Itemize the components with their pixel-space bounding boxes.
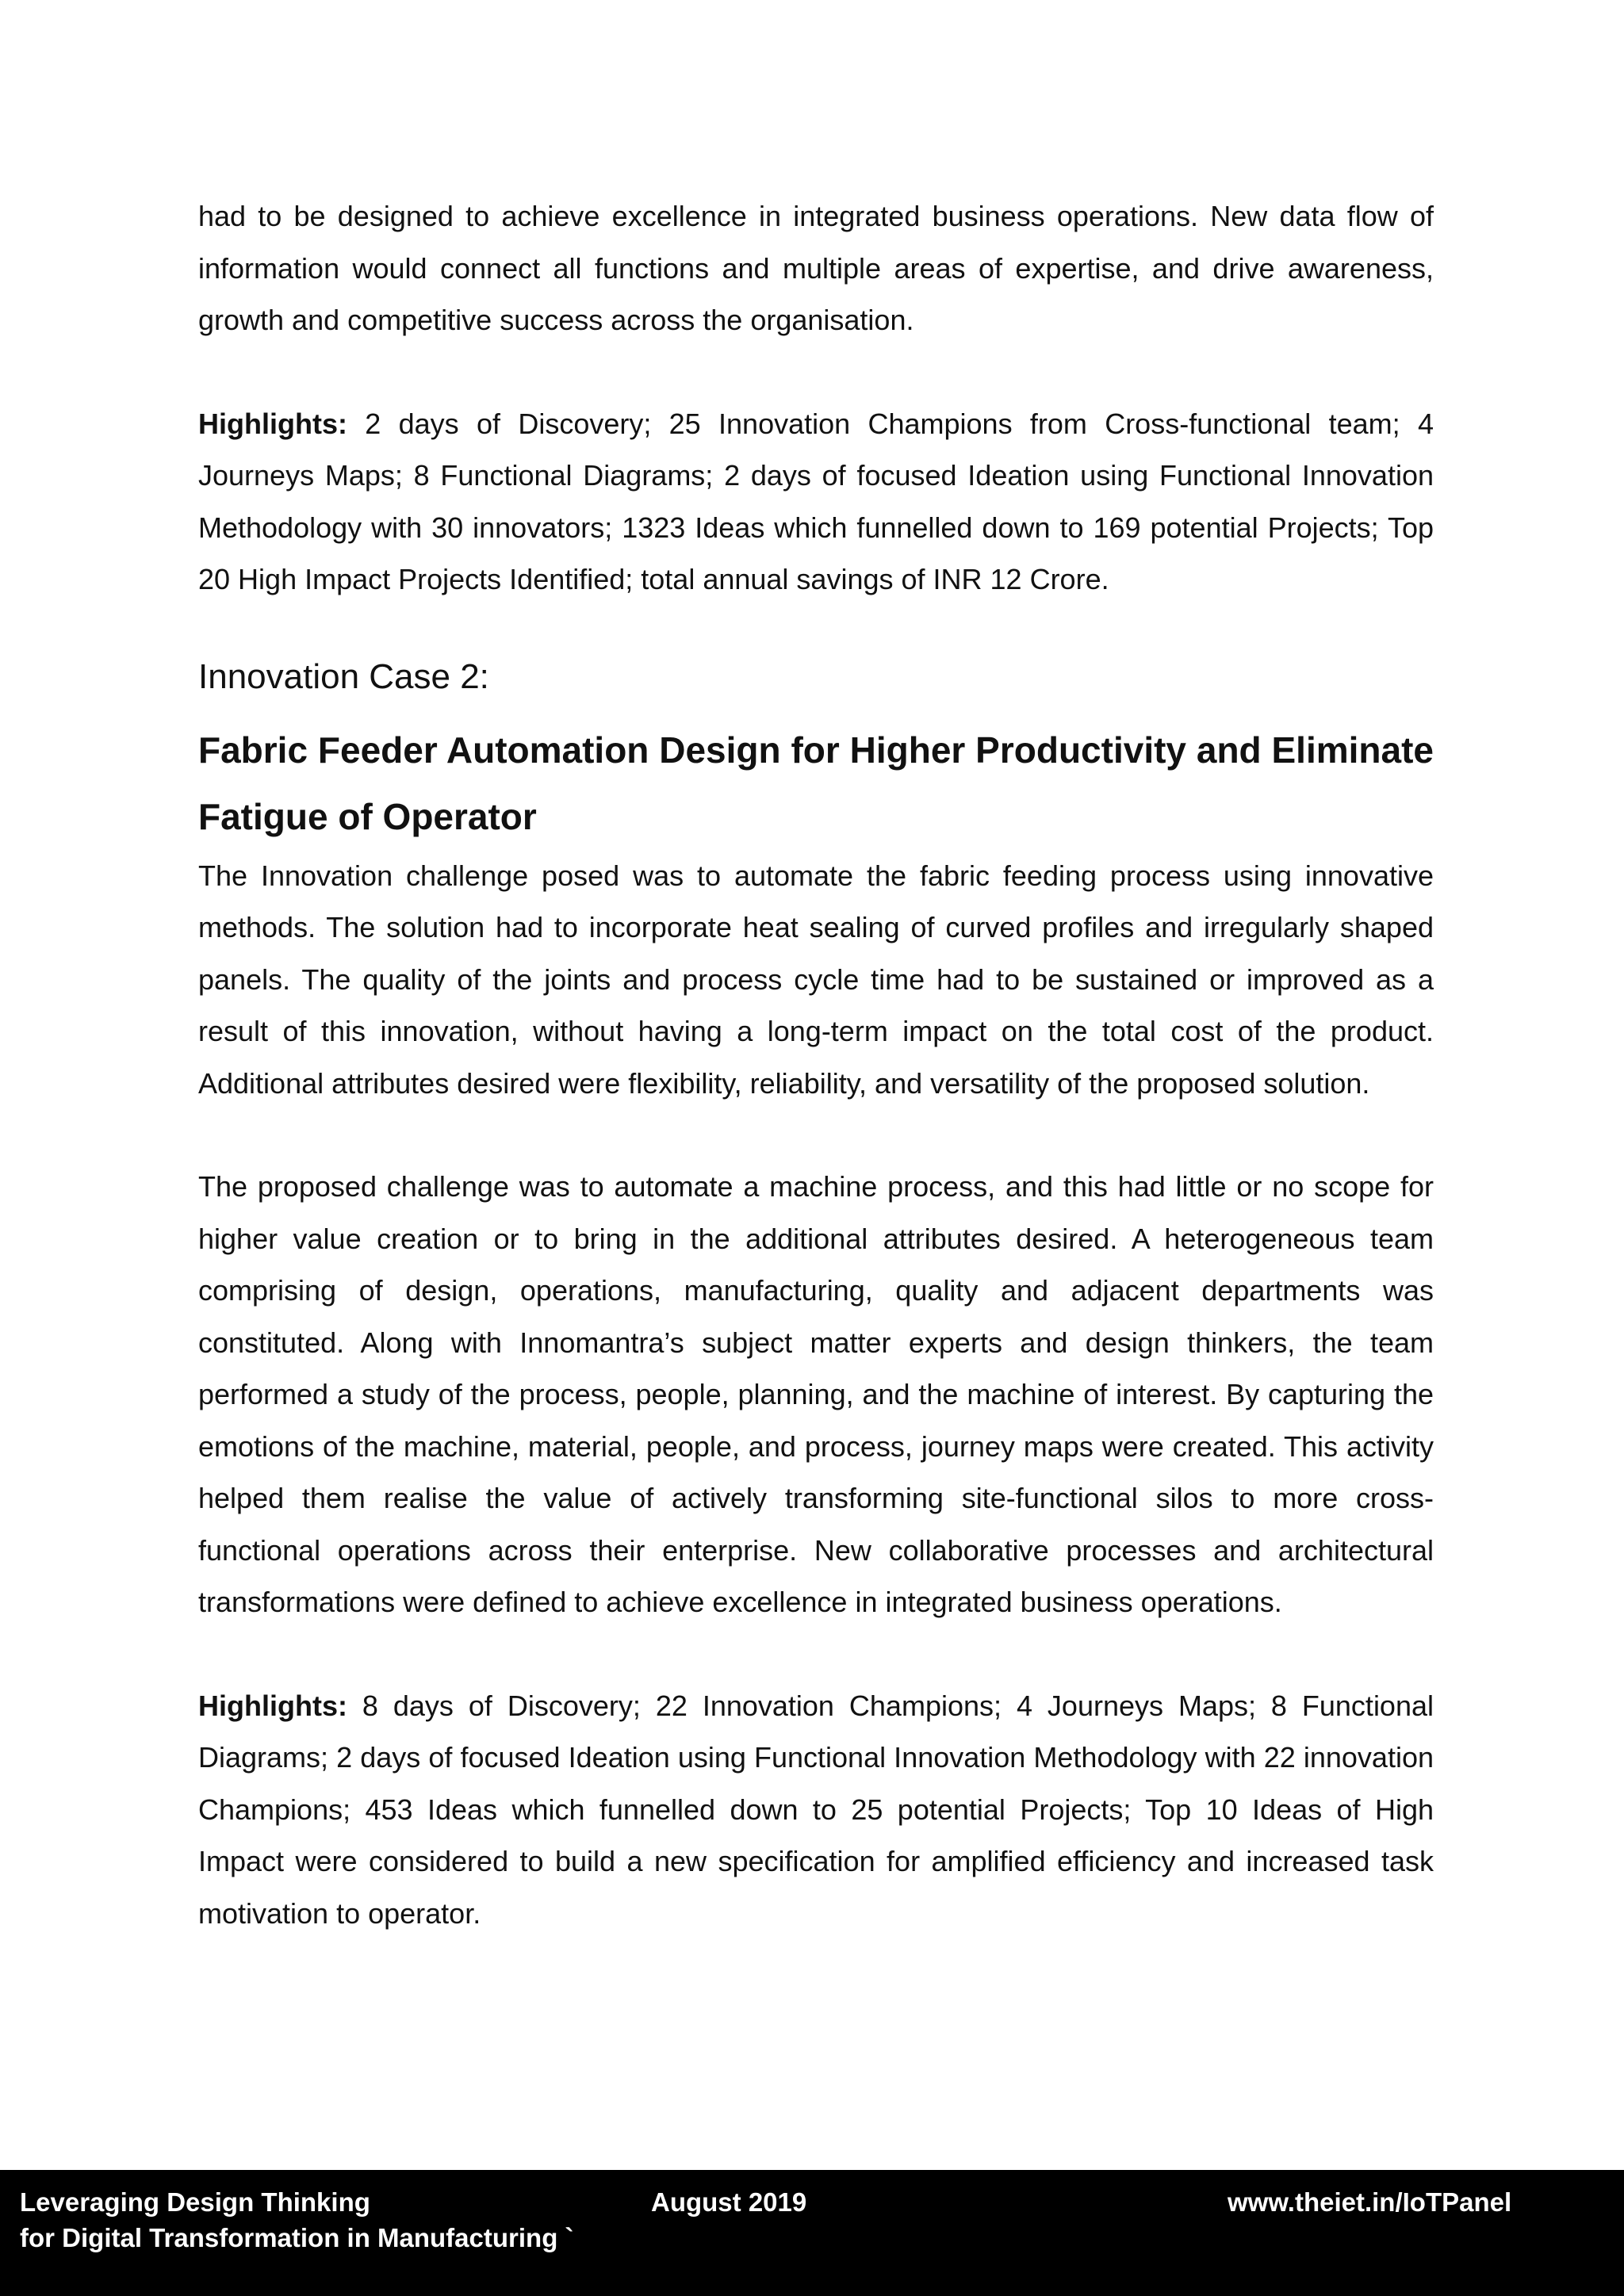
highlights-paragraph-1 xyxy=(198,398,1434,606)
footer-title-line2: for Digital Transformation in Manufacturing ` xyxy=(20,2223,574,2252)
highlights-paragraph-2 xyxy=(198,1680,1434,1940)
footer-date: August 2019 xyxy=(651,2187,807,2217)
challenge-paragraph: The Innovation challenge posed was to automate the fabric feeding process using innovative methods. The solution had to incorporate heat sealing of curved profiles and irregularly shaped panels. The quality of the joints and process cycle time had to be sustained or improved as a result of this innovation, without having a long-term impact on the total cost of the product. Additional attributes desired were flexibility, reliability, and versatility of the proposed solution. xyxy=(198,859,1434,1100)
footer-url: www.theiet.in/IoTPanel xyxy=(1228,2187,1512,2217)
page-footer xyxy=(0,2170,1624,2296)
proposed-paragraph: The proposed challenge was to automate a machine process, and this had little or no scope for higher value creation or to bring in the additional attributes desired. A heterogeneous team comprising of design, operations, manufacturing, quality and adjacent departments was constituted. Along with Innomantra’s subject matter experts and design thinkers, the team performed a study of the process, people, planning, and the machine of interest. By capturing the emotions of the machine, material, people, and process, journey maps were created. This activity helped them realise the value of actively transforming site-functional silos to more cross-functional operations across their enterprise. New collaborative processes and architectural transformations were defined to achieve excellence in integrated business operations. xyxy=(198,1170,1434,1618)
highlights-label: Highlights: xyxy=(198,1689,347,1722)
page-content xyxy=(198,190,1434,1939)
footer-title-line1: Leveraging Design Thinking xyxy=(20,2187,370,2217)
case-label: Innovation Case 2: xyxy=(198,656,489,696)
highlights-text: 2 days of Discovery; 25 Innovation Champions from Cross-functional team; 4 Journeys Maps; 8 Functional Diagrams; 2 days of focused Ideation using Functional Innovation Methodology with 30 innovators; 1323 Ideas which funnelled down to 169 potential Projects; Top 20 High Impact Projects Identified; total annual savings of INR 12 Crore. xyxy=(198,407,1434,595)
highlights-label: Highlights: xyxy=(198,407,347,440)
case-title: Fabric Feeder Automation Design for Higher Productivity and Eliminate Fatigue of Operator xyxy=(198,729,1434,837)
intro-paragraph: had to be designed to achieve excellence in integrated business operations. New data flow of information would connect all functions and multiple areas of expertise, and drive awareness, growth and competitive success across the organisation. xyxy=(198,200,1434,336)
highlights-text: 8 days of Discovery; 22 Innovation Champions; 4 Journeys Maps; 8 Functional Diagrams; 2 days of focused Ideation using Functional Innovation Methodology with 22 innovation Champions; 453 Ideas which funnelled down to 25 potential Projects; Top 10 Ideas of High Impact were considered to build a new specification for amplified efficiency and increased task motivation to operator. xyxy=(198,1689,1434,1930)
footer-title xyxy=(20,2184,574,2256)
